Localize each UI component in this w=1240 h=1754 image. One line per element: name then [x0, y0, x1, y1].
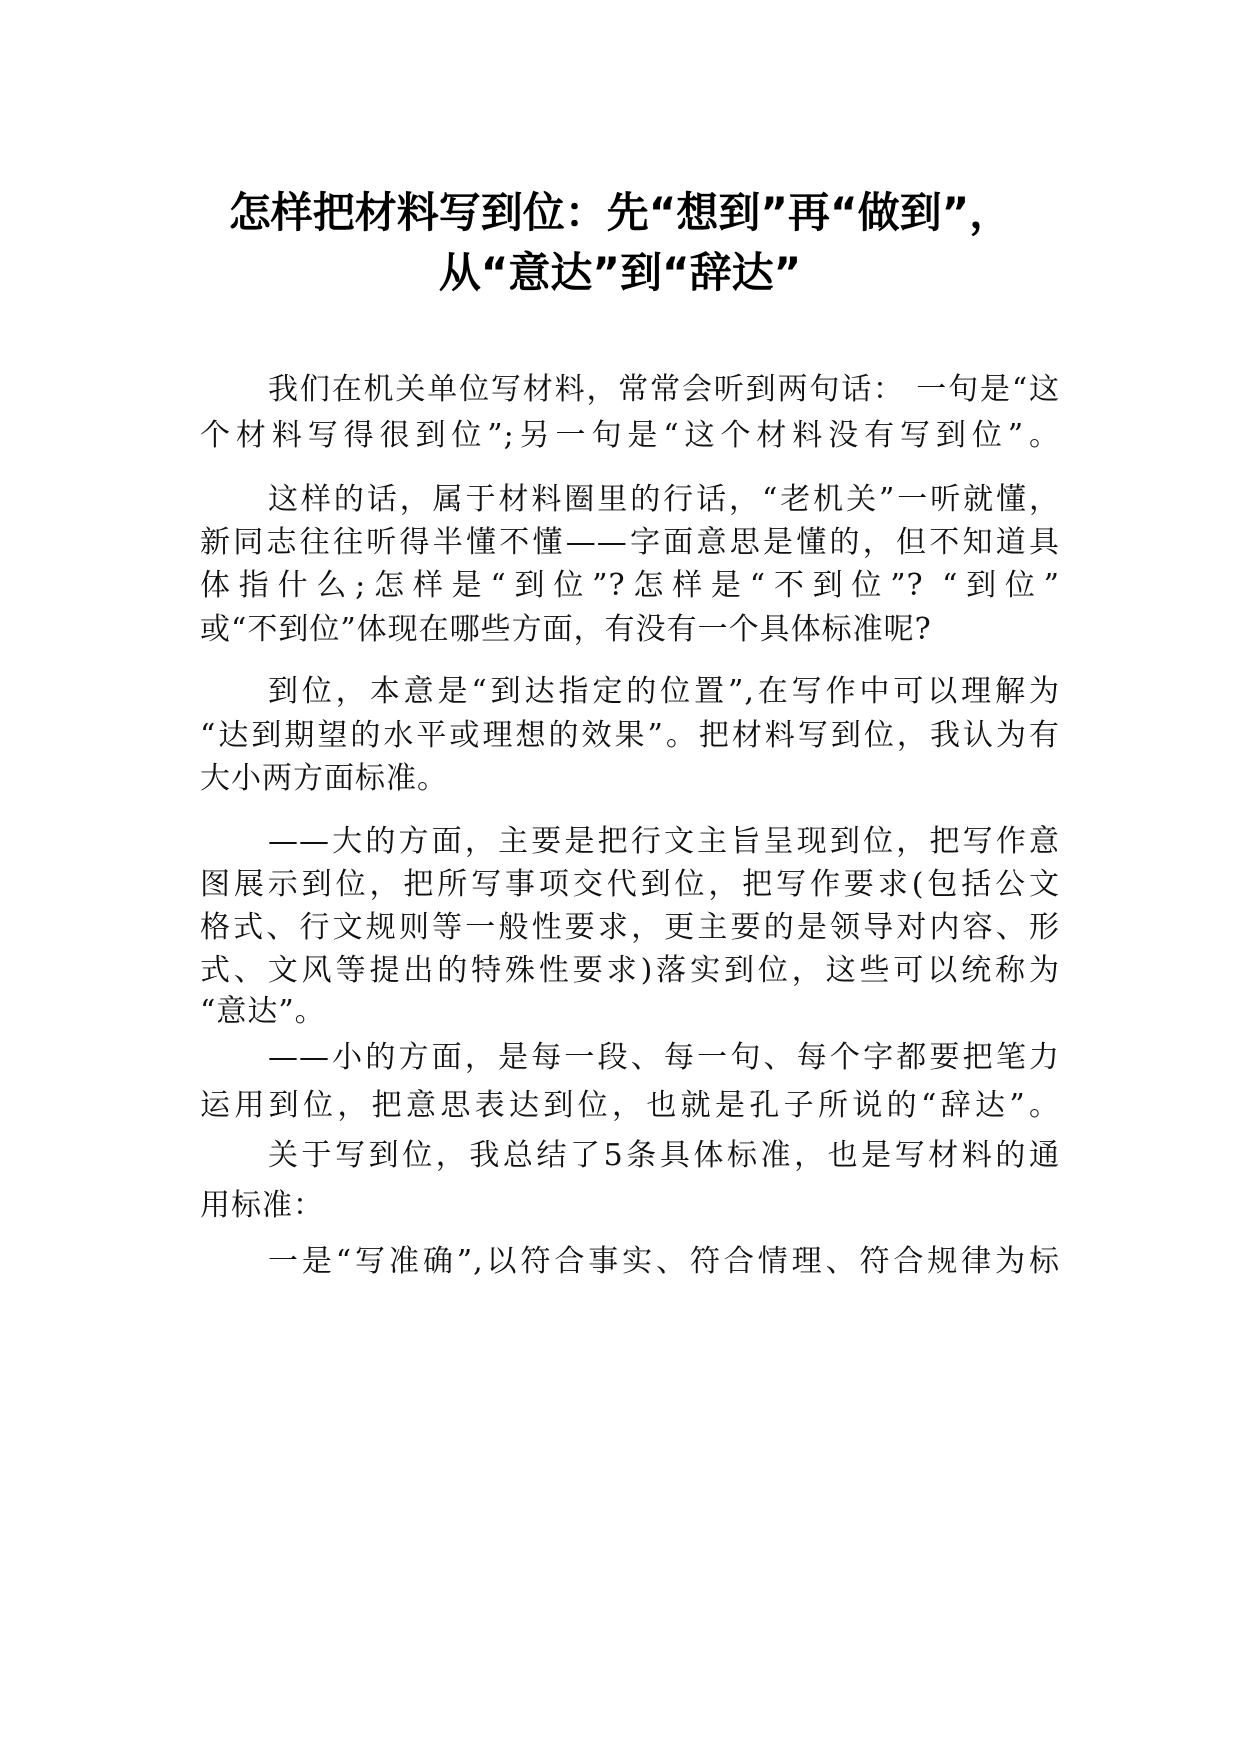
body-line: 体指什么;怎样是“到位”?怎样是“不到位”? “到位”: [200, 568, 1060, 603]
body-line: 这样的话，属于材料圈里的行话，“老机关”一听就懂，: [268, 482, 1060, 517]
body-line: “达到期望的水平或理想的效果”。把材料写到位，我认为有: [200, 718, 1060, 753]
body-line: ——大的方面，主要是把行文主旨呈现到位，把写作意: [268, 824, 1060, 859]
page-title: [180, 183, 1060, 303]
body-line: 关于写到位，我总结了5条具体标准，也是写材料的通: [268, 1138, 1060, 1173]
body-line: 大小两方面标准。: [200, 761, 448, 796]
body-line: ——小的方面，是每一段、每一句、每个字都要把笔力: [268, 1040, 1060, 1075]
body-line: 个材料写得很到位”;另一句是“这个材料没有写到位”。: [200, 418, 1060, 453]
body-line: 图展示到位，把所写事项交代到位，把写作要求(包括公文: [200, 867, 1060, 902]
body-line: 一是“写准确”,以符合事实、符合情理、符合规律为标: [268, 1244, 1060, 1279]
body-line: 到位，本意是“到达指定的位置”,在写作中可以理解为: [268, 674, 1060, 709]
title-line-2: 从“意达”到“辞达”: [438, 248, 802, 297]
body-line: “意达”。: [200, 994, 326, 1029]
body-line: 格式、行文规则等一般性要求，更主要的是领导对内容、形: [200, 910, 1060, 945]
body-line: 新同志往往听得半懂不懂——字面意思是懂的，但不知道具: [200, 525, 1060, 560]
body-line: 运用到位，把意思表达到位，也就是孔子所说的“辞达”。: [200, 1088, 1060, 1123]
body-line: 我们在机关单位写材料，常常会听到两句话： 一句是“这: [268, 372, 1060, 407]
body-line: 或“不到位”体现在哪些方面，有没有一个具体标准呢?: [200, 612, 932, 647]
body-line: 用标准：: [200, 1188, 324, 1223]
title-line-1: 怎样把材料写到位：先“想到”再“做到”，: [228, 188, 1012, 237]
body-line: 式、文风等提出的特殊性要求)落实到位，这些可以统称为: [200, 953, 1060, 988]
